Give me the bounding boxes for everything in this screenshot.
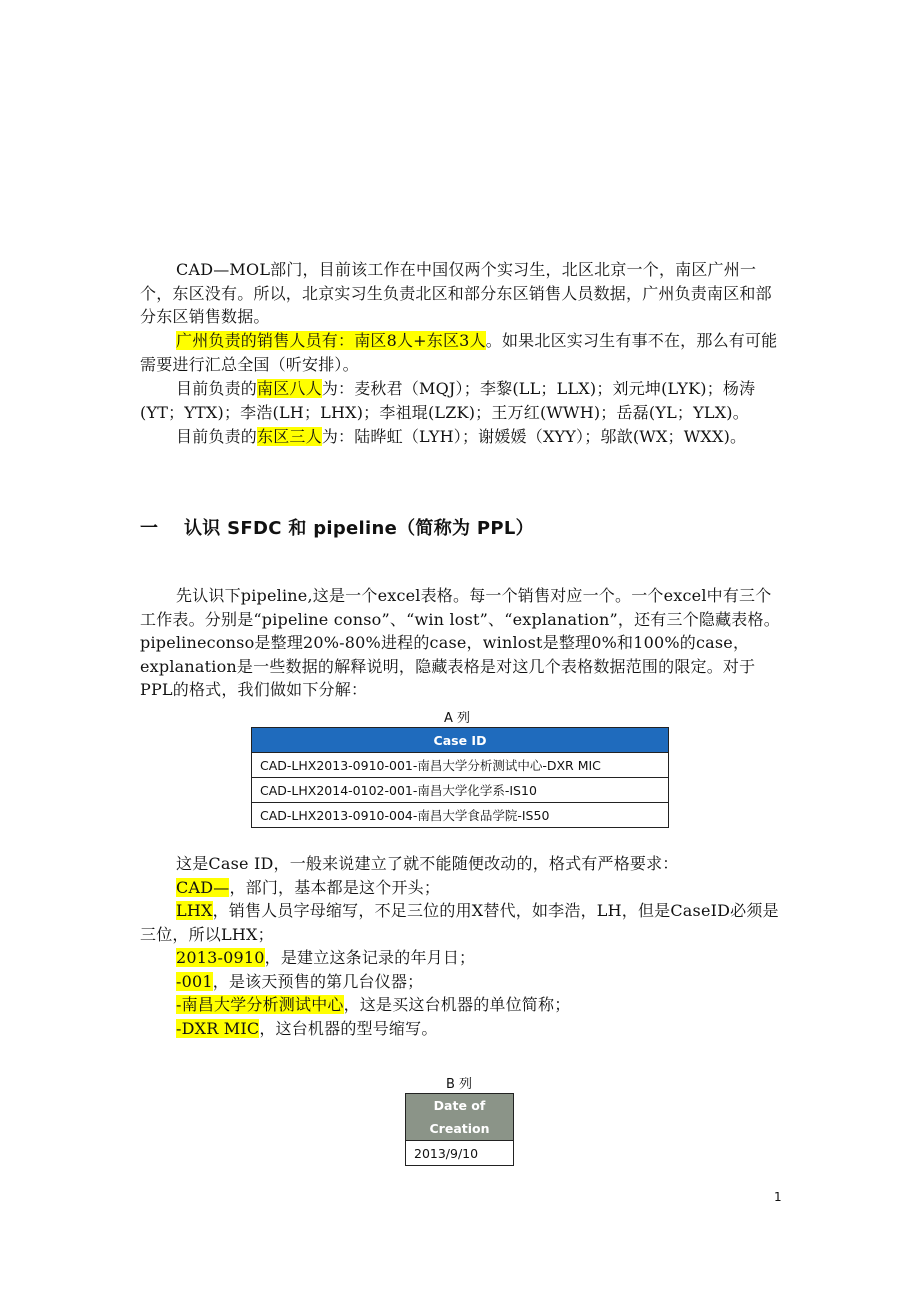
case-id-header: Case ID [252, 728, 669, 753]
table-a-caption: A 列 [444, 711, 471, 726]
pipeline-text: 先认识下pipeline,这是一个excel表格。每一个销售对应一个。一个excel中有三个工作表。分别是“pipeline conso”、“win lost”、“explanation”，还有三个隐藏表格。pipelineconso是整理20%-80%进程的case，winlost是整理0%和100%的case，explanation是一些数据的解释说明，隐藏表格是对这几个表格数据范围的限定。对于PPL的格式，我们做如下分解： [140, 586, 780, 699]
caseid-item [140, 1017, 782, 1041]
highlight-text: -南昌大学分析测试中心 [176, 995, 344, 1014]
intro-text-2: 。如果北区实习生有事不在，那么有可能需要进行汇总全国（听安排）。 [140, 331, 778, 374]
table-cell: CAD-LHX2014-0102-001-南昌大学化学系-IS10 [252, 778, 669, 803]
case-id-table [251, 727, 669, 828]
highlight-text: 广州负责的销售人员有：南区8人+东区3人 [176, 331, 486, 350]
intro-paragraph-3 [140, 377, 782, 424]
table-row [252, 778, 669, 803]
intro-paragraph-4 [140, 425, 782, 449]
caseid-item-text: ，这是买这台机器的单位简称； [343, 995, 571, 1014]
highlight-text: 2013-0910 [176, 948, 265, 967]
intro-paragraph-1 [140, 258, 782, 329]
table-cell: CAD-LHX2013-0910-004-南昌大学食品学院-IS50 [252, 803, 669, 828]
caseid-item [140, 970, 782, 994]
caseid-item [140, 993, 782, 1017]
date-creation-header [406, 1094, 514, 1141]
caseid-item [140, 876, 782, 900]
table-cell: 2013/9/10 [406, 1141, 514, 1166]
intro-text-3: 为：麦秋君（MQJ）；李黎(LL；LLX)；刘元坤(LYK)；杨涛(YT；YTX)；李浩(LH；LHX)；李祖琨(LZK)；王万红(WWH)；岳磊(YL；YLX)。 [140, 379, 756, 422]
header-line-1: Date of [433, 1098, 486, 1113]
table-row [252, 753, 669, 778]
caseid-item [140, 946, 782, 970]
intro-paragraph-2 [140, 329, 782, 376]
table-row [252, 803, 669, 828]
section-number: 一 [140, 518, 159, 539]
caseid-item-text: ，这台机器的型号缩写。 [259, 1018, 438, 1038]
caseid-item-text: ，部门，基本都是这个开头； [229, 877, 441, 897]
date-creation-table [405, 1093, 514, 1166]
section-heading [140, 514, 534, 540]
highlight-text: LHX [176, 901, 213, 920]
caseid-intro: 这是Case ID，一般来说建立了就不能随便改动的，格式有严格要求： [176, 854, 679, 873]
highlight-text: -001 [176, 971, 213, 991]
caseid-item [140, 899, 782, 946]
highlight-text: 南区八人 [257, 379, 322, 398]
intro-text-4: 为：陆晔虹（LYH）；谢媛媛（XYY）；邬歆(WX；WXX)。 [321, 427, 747, 446]
table-row [406, 1141, 514, 1166]
caseid-explanation [140, 852, 782, 1040]
table-cell: CAD-LHX2013-0910-001-南昌大学分析测试中心-DXR MIC [252, 753, 669, 778]
caseid-item-text: ，是建立这条记录的年月日； [264, 948, 476, 967]
table-b-caption: B 列 [446, 1077, 473, 1092]
pipeline-paragraph [140, 584, 782, 702]
caseid-item-text: ，销售人员字母缩写，不足三位的用X替代，如李浩，LH，但是CaseID必须是三位，所以LHX； [140, 901, 779, 944]
intro-text-1: CAD—MOL部门，目前该工作在中国仅两个实习生，北区北京一个，南区广州一个，东区没有。所以，北京实习生负责北区和部分东区销售人员数据，广州负责南区和部分东区销售数据。 [140, 260, 772, 326]
caseid-item-text: ，是该天预售的第几台仪器； [212, 971, 424, 991]
highlight-text: -DXR MIC [176, 1018, 260, 1038]
intro-text-4-pre: 目前负责的 [176, 427, 258, 446]
section-title: 认识 SFDC 和 pipeline（简称为 PPL） [184, 518, 534, 539]
intro-text-3-pre: 目前负责的 [176, 379, 258, 398]
highlight-text: 东区三人 [257, 427, 322, 446]
highlight-text: CAD— [176, 877, 230, 897]
header-line-2: Creation [429, 1121, 490, 1136]
page-number: 1 [774, 1190, 782, 1204]
